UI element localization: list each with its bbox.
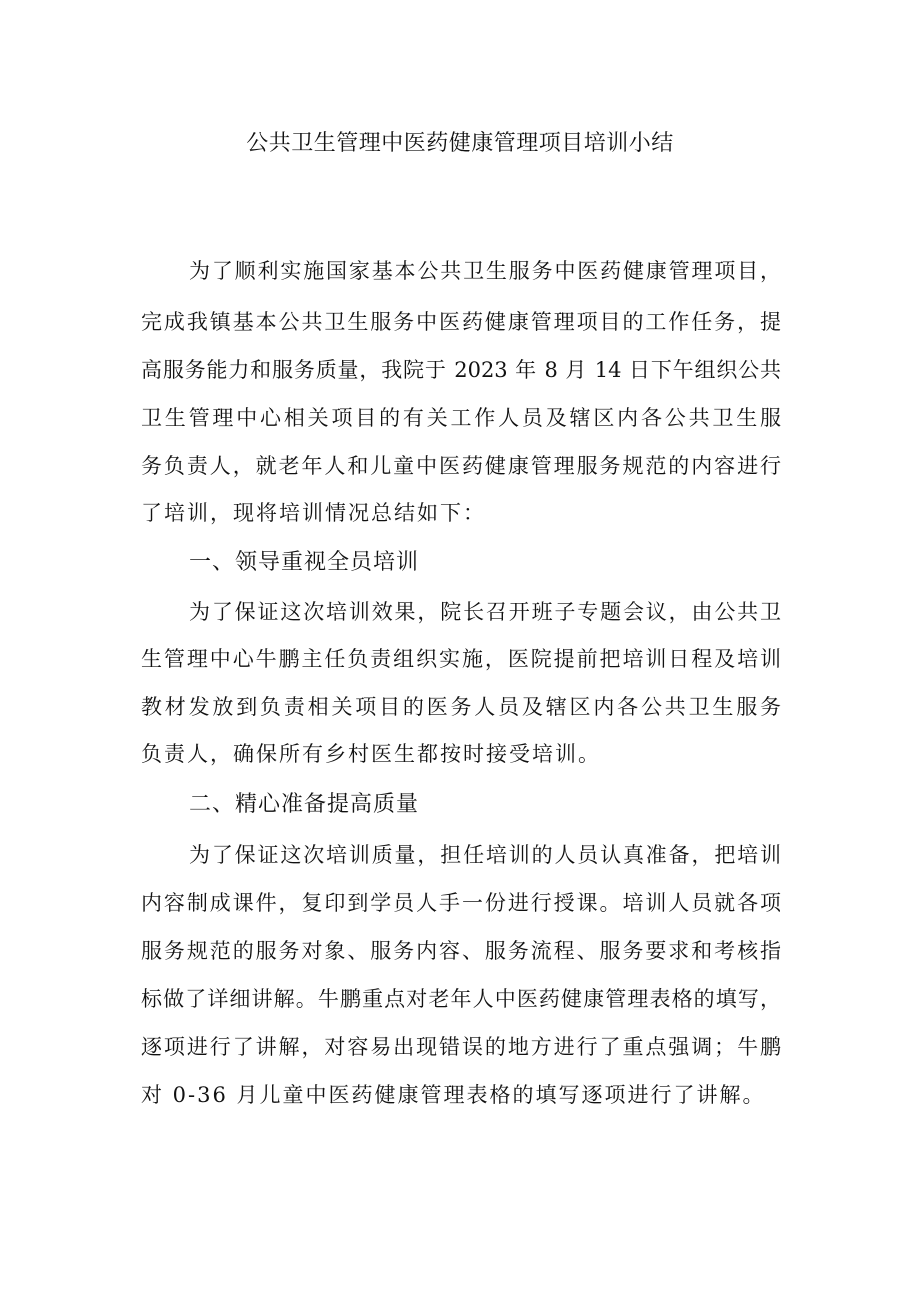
section-1-line-3: 教材发放到负责相关项目的医务人员及辖区内各公共卫生服务 (141, 695, 781, 719)
intro-line-6: 了培训，现将培训情况总结如下： (141, 501, 486, 525)
section-2-line-6: 对 0-36 月儿童中医药健康管理表格的填写逐项进行了讲解。 (141, 1083, 766, 1107)
section-2-line-3: 服务规范的服务对象、服务内容、服务流程、服务要求和考核指 (141, 939, 781, 963)
intro-line-2: 完成我镇基本公共卫生服务中医药健康管理项目的工作任务，提 (141, 310, 781, 334)
intro-line-3: 高服务能力和服务质量，我院于 2023 年 8 月 14 日下午组织公共 (141, 358, 781, 382)
section-2-line-2: 内容制成课件，复印到学员人手一份进行授课。培训人员就各项 (141, 891, 781, 915)
intro-line-5: 务负责人，就老年人和儿童中医药健康管理服务规范的内容进行 (141, 454, 781, 478)
section-2-line-1: 为了保证这次培训质量，担任培训的人员认真准备，把培训 (189, 843, 781, 867)
section-1-heading: 一、领导重视全员培训 (189, 550, 420, 575)
section-2-heading: 二、精心准备提高质量 (189, 792, 420, 817)
section-1-line-1: 为了保证这次培训效果，院长召开班子专题会议，由公共卫 (189, 600, 781, 624)
section-1-line-2: 生管理中心牛鹏主任负责组织实施，医院提前把培训日程及培训 (141, 647, 781, 671)
intro-line-4: 卫生管理中心相关项目的有关工作人员及辖区内各公共卫生服 (141, 406, 781, 430)
section-1-line-4: 负责人，确保所有乡村医生都按时接受培训。 (141, 742, 601, 766)
section-2-line-5: 逐项进行了讲解，对容易出现错误的地方进行了重点强调；牛鹏 (141, 1035, 781, 1059)
document-title: 公共卫生管理中医药健康管理项目培训小结 (246, 131, 674, 156)
section-2-line-4: 标做了详细讲解。牛鹏重点对老年人中医药健康管理表格的填写， (141, 987, 781, 1011)
intro-line-1: 为了顺利实施国家基本公共卫生服务中医药健康管理项目， (189, 259, 781, 283)
